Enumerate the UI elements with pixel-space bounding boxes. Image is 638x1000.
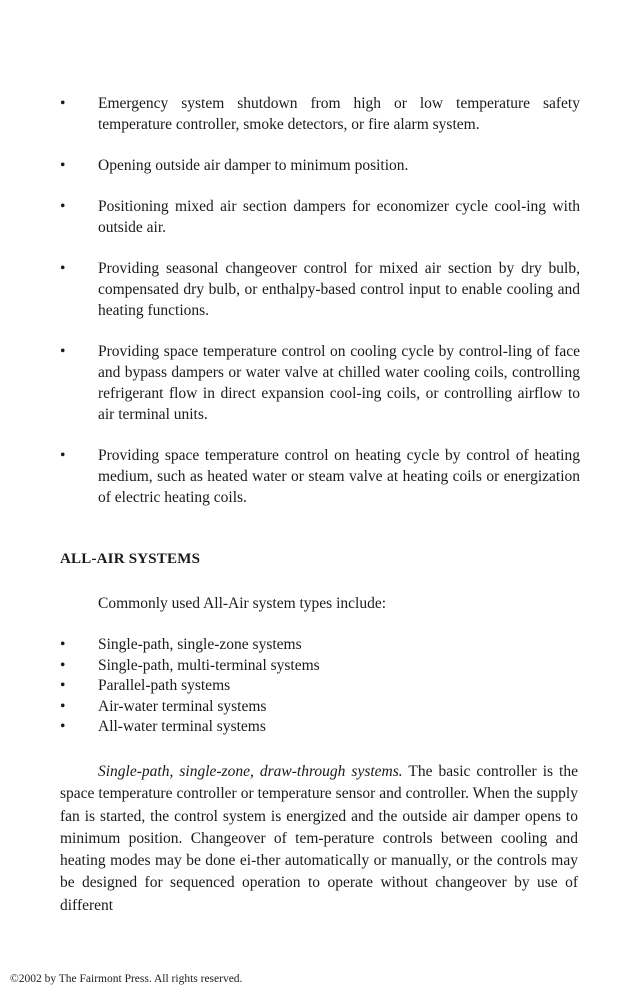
- list-item-text: Air-water terminal systems: [98, 697, 267, 715]
- list-item: [60, 93, 580, 135]
- list-item-text: Providing space temperature control on cooling cycle by control-ling of face and bypass dampers or water valve at chilled water cooling coils, controlling refrigerant flow in direct expansion cool-ing coils, or controlling airflow to air terminal units.: [98, 343, 580, 423]
- list-item-text: Positioning mixed air section dampers for economizer cycle cool-ing with outside air.: [98, 198, 580, 236]
- body-paragraph: [60, 761, 578, 917]
- bullet-marker: •: [60, 718, 66, 736]
- list-item: [60, 258, 580, 321]
- list-item: [60, 697, 580, 718]
- bullet-marker: •: [60, 95, 66, 112]
- list-item-text: Opening outside air damper to minimum position.: [98, 157, 409, 174]
- list-item: [60, 676, 580, 697]
- bullet-marker: •: [60, 697, 66, 715]
- section-heading: ALL-AIR SYSTEMS: [60, 551, 201, 567]
- bullet-marker: •: [60, 157, 66, 174]
- list-item-text: Providing seasonal changeover control for mixed air section by dry bulb, compensated dry bulb, or enthalpy-based control input to enable cooling and heating functions.: [98, 260, 580, 319]
- list-item: [60, 635, 580, 656]
- bullet-marker: •: [60, 343, 66, 360]
- bullet-marker: •: [60, 677, 66, 695]
- list-item-text: Single-path, single-zone systems: [98, 636, 302, 653]
- control-functions-list: [60, 93, 580, 528]
- list-item: [60, 717, 580, 738]
- list-item-text: Providing space temperature control on heating cycle by control of heating medium, such as heated water or steam valve at heating coils or energization of electric heating coils.: [98, 447, 580, 506]
- list-item: [60, 341, 580, 425]
- list-item: [60, 155, 580, 176]
- list-item: [60, 196, 580, 238]
- list-item: [60, 656, 580, 677]
- list-item: [60, 445, 580, 508]
- paragraph-lead-italic: Single-path, single-zone, draw-through systems.: [98, 763, 403, 780]
- list-item-text: All-water terminal systems: [98, 718, 266, 736]
- system-types-list: [60, 635, 580, 738]
- paragraph-body-text: The basic controller is the space temperature controller or temperature sensor and controller. When the supply fan is started, the control system is energized and the outside air damper opens to minimum position. Changeover of tem-perature controls between cooling and heating modes may be done ei-ther automatically or manually, or the controls may be designed for sequenced operation to operate without changeover by use of different: [60, 763, 578, 914]
- bullet-marker: •: [60, 260, 66, 277]
- bullet-marker: •: [60, 198, 66, 215]
- section-intro: Commonly used All-Air system types include:: [98, 595, 387, 612]
- list-item-text: Parallel-path systems: [98, 677, 231, 695]
- copyright-footer: ©2002 by The Fairmont Press. All rights reserved.: [10, 973, 243, 985]
- bullet-marker: •: [60, 447, 66, 464]
- bullet-marker: •: [60, 636, 66, 653]
- list-item-text: Single-path, multi-terminal systems: [98, 656, 320, 674]
- bullet-marker: •: [60, 656, 66, 674]
- list-item-text: Emergency system shutdown from high or low temperature safety temperature controller, smoke detectors, or fire alarm system.: [98, 95, 580, 133]
